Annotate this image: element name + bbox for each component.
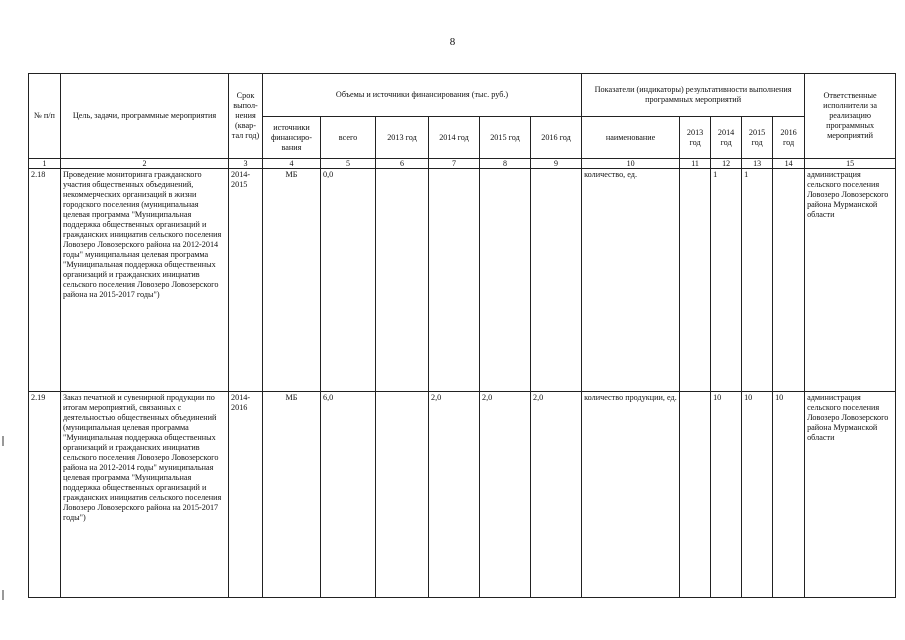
row-num: 2.19 (29, 391, 61, 597)
row-term: 2014-2016 (229, 391, 263, 597)
row-goal: Заказ печатной и сувенирной продукции по итогам мероприятий, связанных с деятельностью общественных объединений (муниципальная целевая программа "Муниципальная поддержка общественных организаций и гражданских инициатив сельского поселения Ловозеро Ловозерского района на 2012-2014 годы" муниципальная целевая программа "Муниципальная поддержка общественных организаций и гражданских инициатив сельского поселения Ловозеро Ловозерского района на 2015-2017 годы") (61, 391, 229, 597)
header-2016: 2016 год (531, 117, 582, 159)
row-indicator-2014: 1 (711, 169, 742, 391)
row-2016: 2,0 (531, 391, 582, 597)
row-responsible: администрация сельского поселения Ловозеро Ловозерского района Мурманской области (805, 391, 896, 597)
row-total: 0,0 (321, 169, 376, 391)
column-number: 8 (480, 159, 531, 169)
header-num: № п/п (29, 74, 61, 159)
column-number: 2 (61, 159, 229, 169)
header-term: Срок выпол-нения (квар-тал год) (229, 74, 263, 159)
page-number: 8 (449, 36, 456, 48)
column-number: 12 (711, 159, 742, 169)
row-responsible: администрация сельского поселения Ловозеро Ловозерского района Мурманской области (805, 169, 896, 391)
header-indicator-2013: 2013 год (680, 117, 711, 159)
row-2015: 2,0 (480, 391, 531, 597)
row-2016 (531, 169, 582, 391)
column-number: 13 (742, 159, 773, 169)
column-number: 15 (805, 159, 896, 169)
header-sources: источники финансиро-вания (263, 117, 321, 159)
column-number: 6 (376, 159, 429, 169)
scan-mark (2, 590, 4, 600)
column-number: 14 (773, 159, 805, 169)
column-numbers-row (29, 159, 896, 169)
column-number: 9 (531, 159, 582, 169)
row-2014: 2,0 (429, 391, 480, 597)
row-indicator-2013 (680, 169, 711, 391)
row-indicator-2014: 10 (711, 391, 742, 597)
row-source: МБ (263, 391, 321, 597)
column-number: 7 (429, 159, 480, 169)
row-indicator-name: количество продукции, ед. (582, 391, 680, 597)
column-number: 3 (229, 159, 263, 169)
row-indicator-2013 (680, 391, 711, 597)
column-number: 5 (321, 159, 376, 169)
row-indicator-2015: 1 (742, 169, 773, 391)
column-number: 11 (680, 159, 711, 169)
row-source: МБ (263, 169, 321, 391)
row-indicator-2016 (773, 169, 805, 391)
table-row (29, 169, 896, 391)
header-2014: 2014 год (429, 117, 480, 159)
header-2015: 2015 год (480, 117, 531, 159)
column-number: 10 (582, 159, 680, 169)
row-2013 (376, 169, 429, 391)
header-funding-group: Объемы и источники финансирования (тыс. руб.) (263, 74, 582, 117)
header-indicator-2014: 2014 год (711, 117, 742, 159)
header-indicator-2016: 2016 год (773, 117, 805, 159)
row-2014 (429, 169, 480, 391)
row-term: 2014-2015 (229, 169, 263, 391)
scan-mark (2, 436, 4, 446)
row-indicator-2016: 10 (773, 391, 805, 597)
header-2013: 2013 год (376, 117, 429, 159)
table-row (29, 391, 896, 597)
row-goal: Проведение мониторинга гражданского участия общественных объединений, некоммерческих организаций в жизни городского поселения (муниципальная целевая программа "Муниципальная поддержка общественных организаций и гражданских инициатив сельского поселения Ловозеро Ловозерского района на 2012-2014 годы" муниципальная целевая программа "Муниципальная поддержка общественных организаций и гражданских инициатив сельского поселения Ловозеро Ловозерского района на 2015-2017 годы") (61, 169, 229, 391)
row-num: 2.18 (29, 169, 61, 391)
header-indicators-group: Показатели (индикаторы) результативности выполнения программных мероприятий (582, 74, 805, 117)
row-total: 6,0 (321, 391, 376, 597)
row-indicator-2015: 10 (742, 391, 773, 597)
column-number: 4 (263, 159, 321, 169)
program-measures-table (28, 73, 896, 598)
header-responsible: Ответственные исполнители за реализацию программных мероприятий (805, 74, 896, 159)
row-2015 (480, 169, 531, 391)
header-indicator-2015: 2015 год (742, 117, 773, 159)
header-goal: Цель, задачи, программные мероприятия (61, 74, 229, 159)
header-total: всего (321, 117, 376, 159)
column-number: 1 (29, 159, 61, 169)
row-indicator-name: количество, ед. (582, 169, 680, 391)
header-indicator-name: наименование (582, 117, 680, 159)
row-2013 (376, 391, 429, 597)
